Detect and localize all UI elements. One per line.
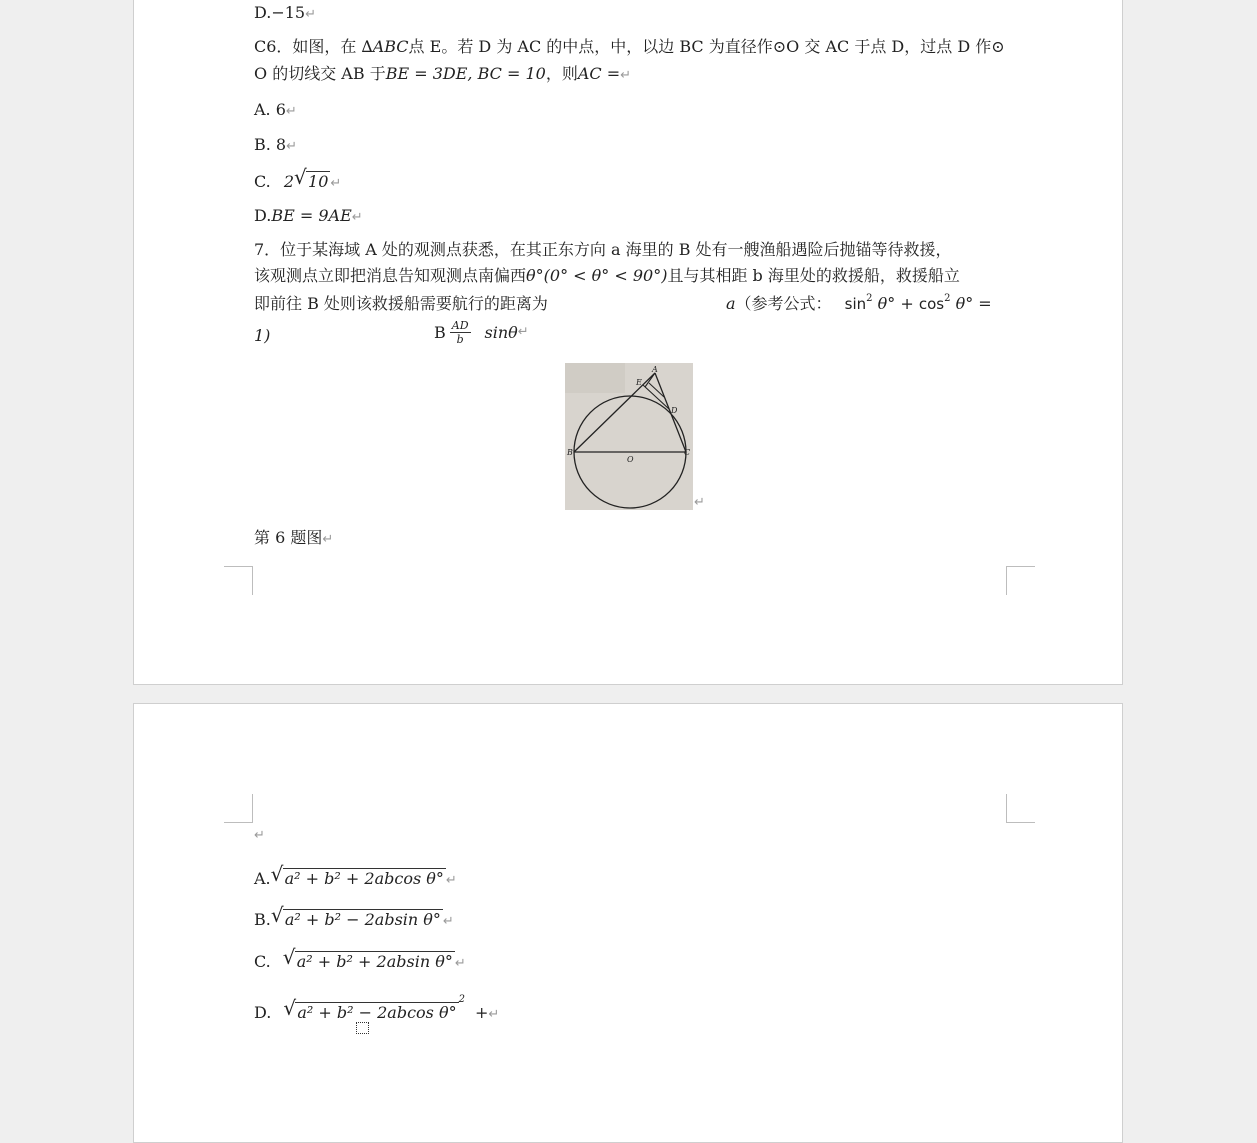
sqrt-symbol: √ a² + b² − 2absin θ° xyxy=(270,903,441,929)
geometry-figure-photo xyxy=(565,363,693,510)
q7-option-b xyxy=(254,903,454,932)
figure-caption xyxy=(254,528,333,550)
paragraph-mark: ↵ xyxy=(454,956,466,971)
paragraph-mark: ↵ xyxy=(351,210,363,225)
q7-text: 7．位于某海域 A 处的观测点获悉，在其正东方向 a 海里的 B 处有一艘渔船遇险后抛锚等待救援， xyxy=(254,240,952,259)
q7-option-c-label: C. xyxy=(254,952,271,971)
document-page-2 xyxy=(133,703,1123,1143)
q7-option-b-label: B. xyxy=(254,910,271,929)
fraction xyxy=(450,319,471,346)
q7-text: 该观测点立即把消息告知观测点南偏西 xyxy=(254,266,527,285)
paragraph-mark: ↵ xyxy=(445,873,457,888)
paragraph-mark: ↵ xyxy=(305,7,317,22)
paragraph-mark: ↵ xyxy=(442,914,454,929)
q7-b: B xyxy=(434,322,446,342)
q6-option-a xyxy=(254,100,297,122)
margin-mark-bottom-left xyxy=(224,566,253,595)
q7-line-4-b xyxy=(434,319,529,346)
circle-diagram xyxy=(565,363,693,510)
q7-line-1 xyxy=(254,240,952,260)
q7-option-b-radicand: a² + b² − 2absin θ° xyxy=(284,910,441,929)
label-c: C xyxy=(684,448,691,457)
sqrt-symbol: √ a² + b² + 2abcos θ° xyxy=(270,862,444,888)
label-o: O xyxy=(627,455,634,464)
paragraph-mark: ↵ xyxy=(694,495,705,510)
q6-text: O 的切线交 AB 于 xyxy=(254,64,386,83)
q5-option-d xyxy=(254,3,316,25)
q6-option-b xyxy=(254,135,297,157)
q7-option-a xyxy=(254,862,457,891)
q7-math-angle: θ°(0° < θ° < 90°) xyxy=(526,266,668,285)
q7-line-4 xyxy=(254,326,270,346)
paragraph-mark: ↵ xyxy=(330,176,342,191)
label-d: D xyxy=(671,406,678,415)
q7-sin: sin xyxy=(844,295,867,313)
q7-option-d-label: D. xyxy=(254,1003,272,1022)
q6-option-a-text: A. 6 xyxy=(254,100,286,119)
q7-sup: 2 xyxy=(944,293,951,304)
q6-math-condition: BE = 3DE, BC = 10 xyxy=(385,64,546,83)
sqrt-symbol: √ a² + b² − 2abcos θ° xyxy=(283,996,457,1022)
q6-option-d xyxy=(254,206,363,228)
q6-math-question: AC = xyxy=(577,64,621,83)
q7-text: 即前往 B 处则该救援船需要航行的距离为 xyxy=(254,294,548,313)
paragraph-mark: ↵ xyxy=(488,1007,500,1022)
q7-plus: + xyxy=(900,294,914,313)
q6-option-d-label: D. xyxy=(254,206,272,225)
paragraph-mark: ↵ xyxy=(620,68,632,83)
sqrt-symbol: √ 10 xyxy=(294,165,329,191)
q7-theta: θ° xyxy=(877,294,896,313)
paragraph-mark: ↵ xyxy=(322,532,334,547)
q7-cos: cos xyxy=(918,295,945,313)
q7-text-rest: 且与其相距 b 海里处的救援船，救援船立 xyxy=(667,266,960,285)
paragraph-mark: ↵ xyxy=(254,828,265,843)
q5-option-d-text: D.−15 xyxy=(254,3,306,22)
paragraph-mark: ↵ xyxy=(517,324,529,340)
label-e: E xyxy=(636,378,642,387)
equation-placeholder-box[interactable] xyxy=(356,1022,369,1034)
q7-line-3 xyxy=(254,294,548,314)
q7-option-a-label: A. xyxy=(254,869,271,888)
q7-option-a-radicand: a² + b² + 2abcos θ° xyxy=(284,869,444,888)
q7-option-d-exponent: 2 xyxy=(458,994,465,1005)
label-a: A xyxy=(652,365,658,374)
q6-math-abc: ABC xyxy=(372,37,409,56)
figure-caption-text: 第 6 题图 xyxy=(254,528,323,547)
q7-sup: 2 xyxy=(866,293,873,304)
paragraph-mark: ↵ xyxy=(286,139,298,154)
q6-option-c-radicand: 10 xyxy=(308,172,329,191)
fraction-denominator: b xyxy=(456,333,464,346)
q6-text-mid: ，则 xyxy=(545,64,578,83)
q6-option-c-coef: 2 xyxy=(283,172,295,191)
q6-option-b-text: B. 8 xyxy=(254,135,287,154)
q7-math-a: a xyxy=(726,294,736,313)
q6-option-c-label: C. xyxy=(254,172,271,191)
label-b: B xyxy=(567,448,573,457)
q6-line-2 xyxy=(254,64,631,86)
document-page-1 xyxy=(133,0,1123,685)
q7-theta: θ° = xyxy=(955,294,992,313)
q7-sintheta: sinθ xyxy=(484,322,518,342)
sqrt-symbol: √ a² + b² + 2absin θ° xyxy=(282,945,453,971)
triangle-symbol: ∆ xyxy=(361,37,373,56)
margin-mark-bottom-right xyxy=(1006,566,1035,595)
q7-line-3-formula xyxy=(726,294,992,314)
q6-text-rest: 点 E。若 D 为 AC 的中点，中，以边 BC 为直径作⊙O 交 AC 于点 D，过点 D 作⊙ xyxy=(408,37,1005,56)
q7-option-d-radicand: a² + b² − 2abcos θ° xyxy=(297,1003,457,1022)
q6-line-1 xyxy=(254,37,1005,57)
q7-option-d xyxy=(254,994,500,1025)
fraction-numerator: AD xyxy=(451,319,469,332)
q7-option-c xyxy=(254,945,466,974)
margin-mark-top-left xyxy=(224,794,253,823)
q7-option-d-tail: + xyxy=(474,1003,489,1022)
q7-formula-label: （参考公式： xyxy=(735,294,832,313)
q6-text: C6．如图，在 xyxy=(254,37,362,56)
q6-option-c xyxy=(254,165,342,194)
q7-line-2 xyxy=(254,266,960,286)
paragraph-mark: ↵ xyxy=(285,104,297,119)
q7-one: 1) xyxy=(254,326,271,345)
q6-option-d-math: BE = 9AE xyxy=(271,206,352,225)
margin-mark-top-right xyxy=(1006,794,1035,823)
q7-option-c-radicand: a² + b² + 2absin θ° xyxy=(296,952,453,971)
